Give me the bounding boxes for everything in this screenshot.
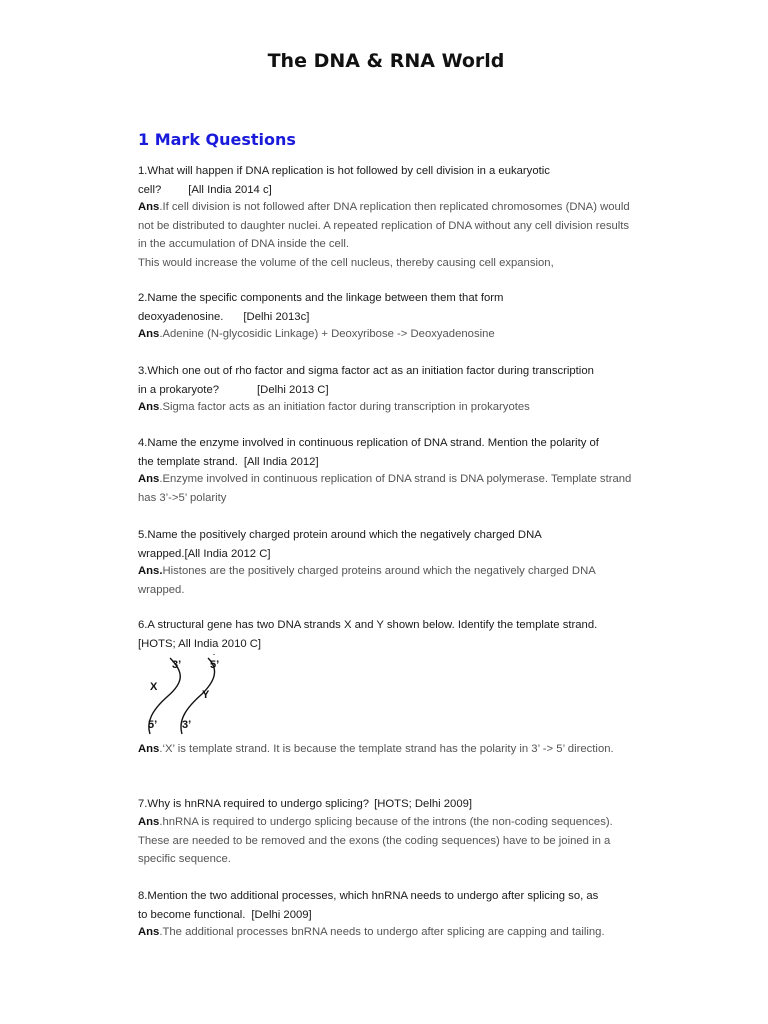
strand-y-label: Y [202,689,210,701]
strand-y-top-label: 5’ [210,659,220,671]
question-8: 8.Mention the two additional processes, which hnRNA needs to undergo after splicing so, as to become functional. [Delhi 2009] [138,890,599,921]
answer-7: Ans.hnRNA is required to undergo splicing because of the introns (the non-coding sequences). These are needed to be removed and the exons (the coding sequences) have to be joined in a specific sequence. [138,816,613,865]
answer-6: Ans.‘X’ is template strand. It is because the template strand has the polarity in 3’ -> 5’ direction. [138,743,614,755]
answer-8: Ans.The additional processes bnRNA needs to undergo after splicing are capping and tailing. [138,926,605,938]
question-4: 4.Name the enzyme involved in continuous replication of DNA strand. Mention the polarity of the template strand. [All India 2012] [138,437,599,468]
answer-2: Ans.Adenine (N-glycosidic Linkage) + Deoxyribose -> Deoxyadenosine [138,328,495,340]
dna-strands-diagram [140,654,240,736]
answer-1: Ans.If cell division is not followed after DNA replication then replicated chromosomes (DNA) would not be distributed to daughter nuclei. A repeated replication of DNA without any cell division results in the accumulation of DNA inside the cell. This would increase the volume of the cell nucleus, thereby causing cell expansion, [138,201,630,269]
question-tag: [HOTS; All India 2010 C] [138,637,262,650]
strand-x-top-label: 3’ [172,659,182,671]
page-title: The DNA & RNA World [267,50,505,72]
question-7: 7.Why is hnRNA required to undergo splicing? [HOTS; Delhi 2009] [138,798,473,810]
question-tag: [All India 2012] [243,455,319,468]
question-tag: [Delhi 2013c] [243,310,310,323]
question-3: 3.Which one out of rho factor and sigma factor act as an initiation factor during transcription in a prokaryote? [Delhi 2013 C] [138,365,594,396]
question-1: 1.What will happen if DNA replication is hot followed by cell division in a eukaryotic cell? [All India 2014 c] [138,165,550,196]
strand-x-label: X [150,681,158,693]
question-tag: [All India 2012 C] [184,547,271,560]
answer-5: Ans.Histones are the positively charged proteins around which the negatively charged DNA wrapped. [138,565,596,596]
section-heading: 1 Mark Questions [138,130,296,149]
question-tag: [HOTS; Delhi 2009] [374,798,473,810]
question-5: 5.Name the positively charged protein around which the negatively charged DNA wrapped.[All India 2012 C] [138,529,542,560]
question-tag: [All India 2014 c] [188,183,272,196]
question-tag: [Delhi 2009] [251,908,312,921]
answer-4: Ans.Enzyme involved in continuous replication of DNA strand is DNA polymerase. Template strand has 3’->5’ polarity [138,473,632,504]
question-6: 6.A structural gene has two DNA strands X and Y shown below. Identify the template strand. [HOTS; All India 2010 C] [138,619,598,650]
answer-3: Ans.Sigma factor acts as an initiation factor during transcription in prokaryotes [138,401,530,413]
question-tag: [Delhi 2013 C] [257,383,329,396]
strand-y-bottom-label: 3’ [182,719,192,731]
question-2: 2.Name the specific components and the linkage between them that form deoxyadenosine. [Delhi 2013c] [138,292,504,323]
strand-x-bottom-label: 5’ [148,719,158,731]
